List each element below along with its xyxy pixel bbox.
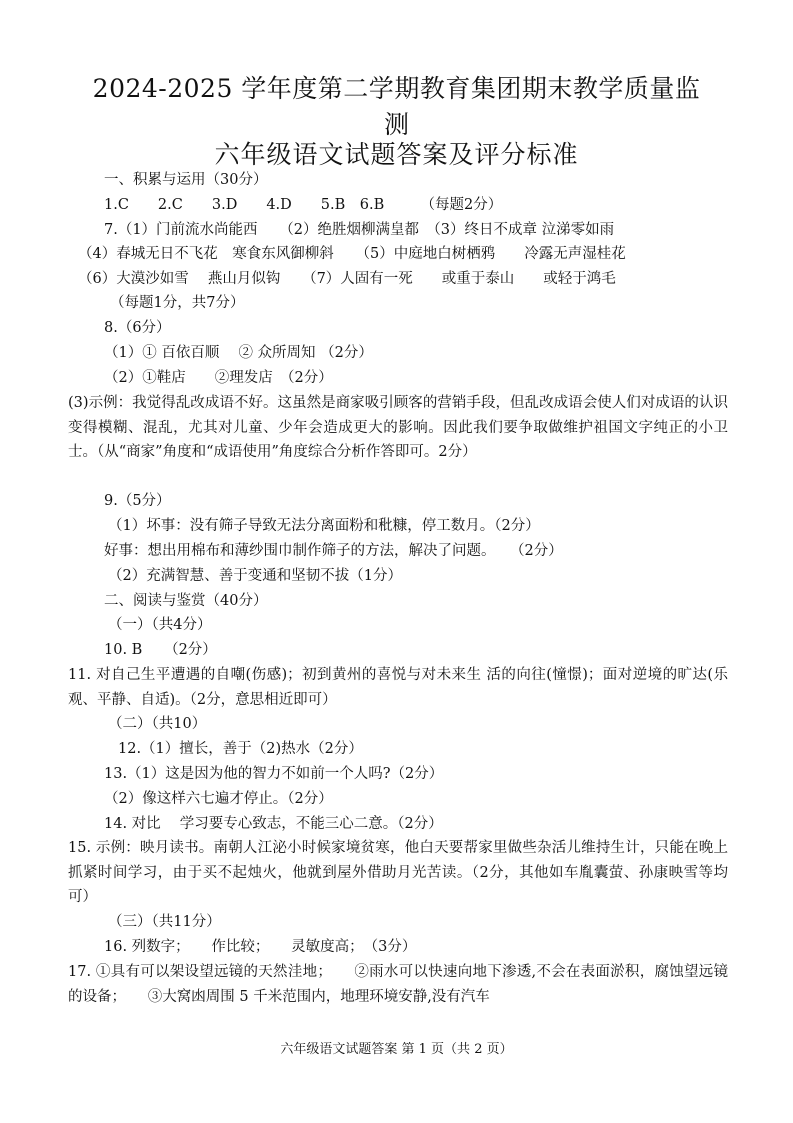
subsection-heading-1: （一）（共4分） xyxy=(108,617,212,633)
answer-line-q8-1: （1）① 百依百顺 ② 众所周知 （2分） xyxy=(104,345,373,361)
answer-line-q9: 9.（5分） xyxy=(104,493,171,509)
answer-line-q9-2: （2）充满智慧、善于变通和坚韧不拔（1分） xyxy=(108,568,402,584)
answer-line-q9-1b: 好事：想出用棉布和薄纱围巾制作筛子的方法，解决了问题。 （2分） xyxy=(104,543,563,559)
subsection-heading-3: （三）（共11分） xyxy=(108,914,221,930)
document-title-line1: 2024-2025 学年度第二学期教育集团期末教学质量监 xyxy=(92,74,701,103)
subsection-heading-2: （二）（共10） xyxy=(108,716,207,732)
answer-line-q16: 16. 列数字； 作比较； 灵敏度高； （3分） xyxy=(104,939,417,955)
answer-line-q1-6: 1.C 2.C 3.D 4.D 5.B 6.B （每题2分） xyxy=(104,197,503,213)
section-heading-2: 二、阅读与鉴赏（40分） xyxy=(104,593,268,609)
answer-line-q14: 14. 对比 学习要专心致志，不能三心二意。（2分） xyxy=(104,816,443,832)
answer-line-q12: 12.（1）擅长，善于（2)热水（2分） xyxy=(118,741,363,757)
answer-paragraph-q8-3: (3)示例：我觉得乱改成语不好。这虽然是商家吸引顾客的营销手段，但乱改成语会使人们对成语的认识变得模糊、混乱，尤其对儿童、少年会造成更大的影响。因此我们要争取做维护祖国文字纯正的小卫士。（从“商家”角度和“成语使用”角度综合分析作答即可。2分） xyxy=(68,395,728,460)
answer-line-q10: 10. B （2分） xyxy=(104,642,217,658)
section-heading-1: 一、积累与运用（30分） xyxy=(104,172,268,188)
document-title-line1-continued: 测 xyxy=(383,110,409,139)
answer-line-q7-a: 7.（1）门前流水尚能西 （2）绝胜烟柳满皇都 （3）终日不成章 泣涕零如雨 xyxy=(104,222,615,238)
answer-line-q7-score: （每题1分，共7分） xyxy=(110,295,245,311)
answer-line-q9-1: （1）坏事：没有筛子导致无法分离面粉和秕糠，停工数月。（2分） xyxy=(108,518,540,534)
answer-paragraph-q17: 17. ①具有可以架设望远镜的天然洼地； ②雨水可以快速向地下渗透,不会在表面淤积，腐蚀望远镜的设备； ③大窝凼周围 5 千米范围内，地理环境安静,没有汽车 xyxy=(68,964,728,1005)
answer-line-q8-2: （2）①鞋店 ②理发店 （2分） xyxy=(104,370,333,386)
answer-paragraph-q15: 15. 示例：映月读书。南朝人江泌小时候家境贫寒，他白天要帮家里做些杂活儿维持生计，只能在晚上抓紧时间学习，由于买不起烛火，他就到屋外借助月光苦读。（2分，其他如车胤囊萤、孙康映雪等均可） xyxy=(68,840,728,905)
answer-paragraph-q11: 11. 对自己生平遭遇的自嘲(伤感)；初到黄州的喜悦与对未来生 活的向往(憧憬)；面对逆境的旷达(乐观、平静、自适)。（2分，意思相近即可） xyxy=(68,667,728,708)
page-footer: 六年级语文试题答案 第 1 页（共 2 页） xyxy=(280,1042,513,1057)
answer-line-q8: 8.（6分） xyxy=(104,320,171,336)
answer-line-q7-c: （6）大漠沙如雪 燕山月似钩 （7）人固有一死 或重于泰山 或轻于鸿毛 xyxy=(78,271,616,287)
answer-line-q13-1: 13.（1）这是因为他的智力不如前一个人吗?（2分） xyxy=(104,766,444,782)
document-subtitle: 六年级语文试题答案及评分标准 xyxy=(214,140,579,169)
answer-line-q7-b: （4）春城无日不飞花 寒食东风御柳斜 （5）中庭地白树栖鸦 冷露无声湿桂花 xyxy=(78,246,626,262)
answer-line-q13-2: （2）像这样六七遍才停止。（2分） xyxy=(104,791,333,807)
